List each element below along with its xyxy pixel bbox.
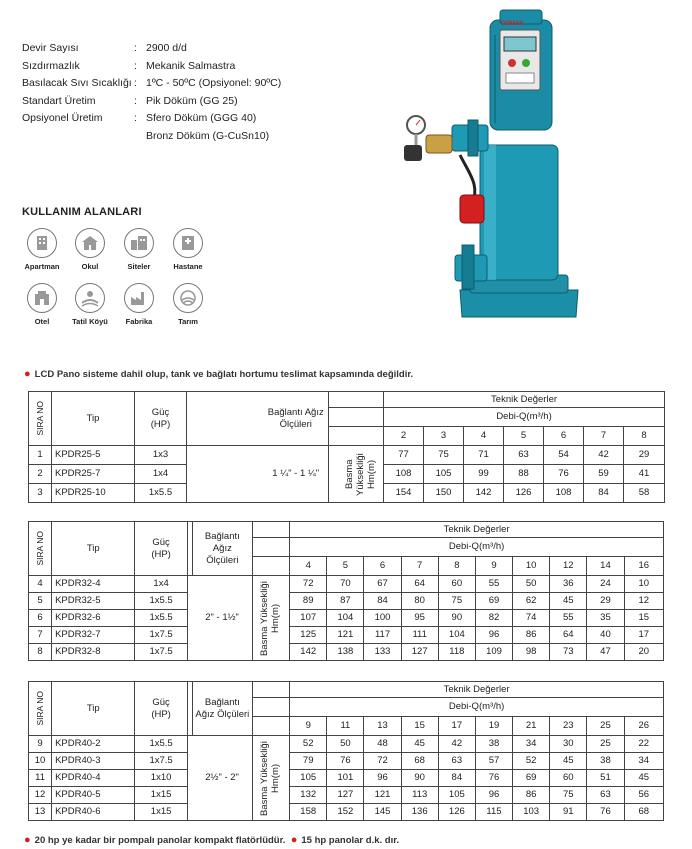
spacer-cell [187, 446, 264, 503]
header-sira-no: SIRA NO [35, 691, 46, 726]
flow-header: 6 [364, 557, 401, 576]
header-blank [252, 557, 289, 576]
value-cell: 121 [327, 627, 364, 644]
value-cell: 86 [513, 627, 550, 644]
spec-value: 2900 d/d [146, 42, 187, 54]
guc-cell: 1x15 [135, 804, 187, 821]
flow-header: 19 [475, 717, 512, 736]
sira-cell: 13 [29, 804, 52, 821]
note-bottom [24, 834, 399, 846]
value-cell: 42 [584, 446, 624, 465]
header-teknik: Teknik Değerler [290, 522, 664, 538]
value-cell: 64 [401, 576, 438, 593]
value-cell: 74 [513, 610, 550, 627]
header-baglanti: Bağlantı Ağız Ölçüleri [192, 522, 252, 576]
value-cell: 79 [290, 753, 327, 770]
value-cell: 75 [424, 446, 464, 465]
sira-cell: 5 [29, 593, 52, 610]
usage-label: Apartman [24, 262, 60, 271]
hospital-icon [173, 228, 203, 258]
value-cell: 34 [513, 736, 550, 753]
spec-value: Pik Döküm (GG 25) [146, 94, 238, 107]
header-baglanti: Bağlantı Ağız Ölçüleri [264, 392, 329, 446]
value-cell: 67 [364, 576, 401, 593]
value-cell: 91 [550, 804, 587, 821]
value-cell: 48 [364, 736, 401, 753]
tip-cell: KPDR25-5 [52, 446, 135, 465]
tip-cell: KPDR40-6 [52, 804, 135, 821]
value-cell: 10 [624, 576, 663, 593]
sira-cell: 4 [29, 576, 52, 593]
value-cell: 69 [475, 593, 512, 610]
usage-label: Hastane [173, 262, 203, 271]
spec-sep: : [134, 77, 137, 89]
spec-label: Sızdırmazlık [22, 59, 80, 72]
table-row [29, 753, 664, 770]
flow-header: 7 [584, 427, 624, 446]
flow-header: 4 [464, 427, 504, 446]
usage-label: Tatil Köyü [72, 317, 108, 326]
value-cell: 115 [475, 804, 512, 821]
header-tip: Tip [52, 682, 135, 736]
value-cell: 45 [550, 593, 587, 610]
usage-item [166, 228, 210, 271]
value-cell: 89 [290, 593, 327, 610]
flow-header: 25 [587, 717, 624, 736]
bullet-icon: ● [24, 834, 31, 846]
value-cell: 12 [624, 593, 663, 610]
value-cell: 117 [364, 627, 401, 644]
value-cell: 76 [475, 770, 512, 787]
guc-cell: 1x15 [135, 787, 187, 804]
guc-cell: 1x3 [135, 446, 187, 465]
bullet-icon: ● [290, 834, 298, 846]
value-cell: 142 [290, 644, 327, 661]
value-cell: 150 [424, 484, 464, 503]
flow-header: 13 [364, 717, 401, 736]
usage-item [20, 283, 64, 326]
value-cell: 84 [364, 593, 401, 610]
value-cell: 73 [550, 644, 587, 661]
flow-header: 26 [624, 717, 663, 736]
spec-value: Sfero Döküm (GGG 40) [146, 112, 257, 124]
sira-cell: 7 [29, 627, 52, 644]
school-icon [75, 228, 105, 258]
value-cell: 90 [401, 770, 438, 787]
factory-icon [124, 283, 154, 313]
flow-header: 5 [327, 557, 364, 576]
header-blank [252, 538, 289, 557]
guc-cell: 1x7.5 [135, 644, 187, 661]
usage-label: Tarım [178, 317, 198, 326]
value-cell: 50 [327, 736, 364, 753]
spec-value: Mekanik Salmastra [146, 59, 236, 72]
tip-cell: KPDR32-5 [52, 593, 135, 610]
value-cell: 45 [550, 753, 587, 770]
apartment-icon [27, 228, 57, 258]
value-cell: 127 [401, 644, 438, 661]
tip-cell: KPDR32-6 [52, 610, 135, 627]
usage-item [68, 283, 112, 326]
sira-cell: 2 [29, 465, 52, 484]
sira-cell: 6 [29, 610, 52, 627]
tip-cell: KPDR40-4 [52, 770, 135, 787]
guc-cell: 1x4 [135, 465, 187, 484]
value-cell: 62 [513, 593, 550, 610]
table-row [29, 736, 664, 753]
note-top [24, 368, 413, 380]
value-cell: 107 [290, 610, 327, 627]
tip-cell: KPDR40-3 [52, 753, 135, 770]
value-cell: 118 [438, 644, 475, 661]
value-cell: 36 [550, 576, 587, 593]
value-cell: 24 [587, 576, 624, 593]
value-cell: 99 [464, 465, 504, 484]
usage-label: Otel [34, 317, 50, 326]
value-cell: 69 [513, 770, 550, 787]
header-blank [329, 427, 384, 446]
spec-sep: : [134, 59, 137, 72]
note-bottom-text-2: 15 hp panolar d.k. dır. [301, 835, 400, 846]
spec-sep [134, 128, 146, 146]
table-kpdr32 [28, 521, 664, 661]
value-cell: 96 [475, 627, 512, 644]
value-cell: 30 [550, 736, 587, 753]
spec-value: 1ºC - 50ºC (Opsiyonel: 90ºC) [146, 77, 282, 89]
header-debi: Debi-Q(m³/h) [290, 538, 664, 557]
value-cell: 68 [624, 804, 663, 821]
value-cell: 63 [587, 787, 624, 804]
flow-header: 8 [438, 557, 475, 576]
header-blank [252, 717, 289, 736]
value-cell: 45 [401, 736, 438, 753]
flow-header: 14 [587, 557, 624, 576]
header-sira-no: SIRA NO [35, 531, 46, 566]
spec-row [22, 128, 281, 146]
value-cell: 104 [327, 610, 364, 627]
spec-sep: : [134, 112, 137, 124]
value-cell: 70 [327, 576, 364, 593]
value-cell: 100 [364, 610, 401, 627]
value-cell: 152 [327, 804, 364, 821]
residences-icon [124, 228, 154, 258]
value-cell: 76 [587, 804, 624, 821]
header-baglanti: Bağlantı Ağız Ölçüleri [192, 682, 252, 736]
value-cell: 101 [327, 770, 364, 787]
sira-cell: 10 [29, 753, 52, 770]
value-cell: 133 [364, 644, 401, 661]
table-row [29, 627, 664, 644]
guc-cell: 1x7.5 [135, 627, 187, 644]
value-cell: 84 [438, 770, 475, 787]
usage-item [68, 228, 112, 271]
value-cell: 75 [438, 593, 475, 610]
value-cell: 42 [438, 736, 475, 753]
value-cell: 125 [290, 627, 327, 644]
flow-header: 16 [624, 557, 663, 576]
bullet-icon: ● [24, 368, 31, 380]
value-cell: 76 [327, 753, 364, 770]
value-cell: 63 [504, 446, 544, 465]
value-cell: 109 [475, 644, 512, 661]
header-debi: Debi-Q(m³/h) [384, 408, 665, 427]
value-cell: 40 [587, 627, 624, 644]
value-cell: 87 [327, 593, 364, 610]
header-tip: Tip [52, 392, 135, 446]
table-row [29, 446, 665, 465]
value-cell: 41 [624, 465, 665, 484]
value-cell: 77 [384, 446, 424, 465]
value-cell: 84 [584, 484, 624, 503]
usage-item [117, 228, 161, 271]
value-cell: 25 [587, 736, 624, 753]
value-cell: 68 [401, 753, 438, 770]
guc-cell: 1x5.5 [135, 484, 187, 503]
flow-header: 23 [550, 717, 587, 736]
pump-brand-label: DOMAK [501, 21, 524, 27]
value-cell: 56 [624, 787, 663, 804]
usage-label: Siteler [127, 262, 151, 271]
usage-item [166, 283, 210, 326]
value-cell: 105 [290, 770, 327, 787]
value-cell: 126 [438, 804, 475, 821]
value-cell: 63 [438, 753, 475, 770]
header-debi: Debi-Q(m³/h) [290, 698, 664, 717]
tip-cell: KPDR32-7 [52, 627, 135, 644]
table-kpdr40 [28, 681, 664, 821]
spec-row [22, 75, 281, 93]
value-cell: 132 [290, 787, 327, 804]
value-cell: 60 [550, 770, 587, 787]
value-cell: 34 [624, 753, 663, 770]
spec-label: Basılacak Sıvı Sıcaklığı [22, 77, 132, 89]
table-row [29, 610, 664, 627]
header-teknik: Teknik Değerler [290, 682, 664, 698]
connection-cell: 1 ¼" - 1 ¼" [264, 446, 329, 503]
header-blank [252, 682, 289, 698]
flow-header: 12 [550, 557, 587, 576]
value-cell: 52 [290, 736, 327, 753]
value-cell: 105 [438, 787, 475, 804]
value-cell: 51 [587, 770, 624, 787]
guc-cell: 1x4 [135, 576, 187, 593]
sira-cell: 3 [29, 484, 52, 503]
usage-label: Fabrika [125, 317, 153, 326]
hm-label: Basma Yüksekliği Hm(m) [344, 452, 377, 496]
tip-cell: KPDR40-5 [52, 787, 135, 804]
value-cell: 142 [464, 484, 504, 503]
header-sira-no: SIRA NO [35, 401, 45, 436]
spec-value: Bronz Döküm (G-CuSn10) [146, 129, 270, 142]
header-blank [329, 392, 384, 408]
sira-cell: 8 [29, 644, 52, 661]
value-cell: 72 [364, 753, 401, 770]
flow-header: 4 [290, 557, 327, 576]
value-cell: 59 [584, 465, 624, 484]
value-cell: 58 [624, 484, 665, 503]
note-bottom-text-1: 20 hp ye kadar bir pompalı panolar kompakt flatörlüdür. [34, 835, 286, 846]
value-cell: 86 [513, 787, 550, 804]
value-cell: 60 [438, 576, 475, 593]
flow-header: 17 [438, 717, 475, 736]
tip-cell: KPDR32-4 [52, 576, 135, 593]
table-row [29, 787, 664, 804]
value-cell: 126 [504, 484, 544, 503]
spec-row [22, 93, 281, 111]
flow-header: 6 [544, 427, 584, 446]
tip-cell: KPDR25-10 [52, 484, 135, 503]
value-cell: 108 [384, 465, 424, 484]
tip-cell: KPDR25-7 [52, 465, 135, 484]
value-cell: 104 [438, 627, 475, 644]
value-cell: 50 [513, 576, 550, 593]
table-row [29, 593, 664, 610]
spec-row [22, 110, 281, 128]
header-blank [329, 408, 384, 427]
value-cell: 20 [624, 644, 663, 661]
value-cell: 54 [544, 446, 584, 465]
value-cell: 88 [504, 465, 544, 484]
pump-image [400, 5, 590, 330]
hm-label: Basma Yüksekliği Hm(m) [259, 740, 282, 816]
value-cell: 108 [544, 484, 584, 503]
value-cell: 72 [290, 576, 327, 593]
value-cell: 111 [401, 627, 438, 644]
value-cell: 55 [550, 610, 587, 627]
value-cell: 138 [327, 644, 364, 661]
value-cell: 90 [438, 610, 475, 627]
hm-label: Basma Yüksekliği Hm(m) [259, 580, 282, 656]
usage-item [20, 228, 64, 271]
flow-header: 15 [401, 717, 438, 736]
flow-header: 9 [475, 557, 512, 576]
flow-header: 21 [513, 717, 550, 736]
table-row [29, 576, 664, 593]
value-cell: 82 [475, 610, 512, 627]
usage-title: KULLANIM ALANLARI [22, 206, 142, 218]
guc-cell: 1x7.5 [135, 753, 187, 770]
usage-item [117, 283, 161, 326]
header-blank [252, 522, 289, 538]
connection-cell: 2" - 1½" [192, 576, 252, 661]
tip-cell: KPDR40-2 [52, 736, 135, 753]
value-cell: 64 [550, 627, 587, 644]
flow-header: 2 [384, 427, 424, 446]
value-cell: 145 [364, 804, 401, 821]
spec-row [22, 58, 281, 76]
spec-label: Opsiyonel Üretim [22, 112, 103, 124]
value-cell: 154 [384, 484, 424, 503]
table-row [29, 770, 664, 787]
tip-cell: KPDR32-8 [52, 644, 135, 661]
value-cell: 47 [587, 644, 624, 661]
value-cell: 38 [475, 736, 512, 753]
guc-cell: 1x10 [135, 770, 187, 787]
flow-header: 7 [401, 557, 438, 576]
spec-label: Standart Üretim [22, 94, 96, 107]
spec-sep: : [134, 94, 137, 107]
value-cell: 45 [624, 770, 663, 787]
agriculture-icon [173, 283, 203, 313]
value-cell: 103 [513, 804, 550, 821]
flow-header: 8 [624, 427, 665, 446]
table-row [29, 804, 664, 821]
value-cell: 136 [401, 804, 438, 821]
sira-cell: 1 [29, 446, 52, 465]
value-cell: 17 [624, 627, 663, 644]
value-cell: 29 [624, 446, 665, 465]
header-spacer [187, 392, 264, 446]
usage-label: Okul [81, 262, 99, 271]
header-blank [252, 698, 289, 717]
header-tip: Tip [52, 522, 135, 576]
guc-cell: 1x5.5 [135, 736, 187, 753]
spec-label [22, 128, 134, 146]
value-cell: 55 [475, 576, 512, 593]
header-guc: Güç (HP) [135, 522, 187, 576]
holiday-village-icon [75, 283, 105, 313]
spec-row [22, 40, 281, 58]
value-cell: 57 [475, 753, 512, 770]
flow-header: 10 [513, 557, 550, 576]
value-cell: 80 [401, 593, 438, 610]
sira-cell: 11 [29, 770, 52, 787]
value-cell: 35 [587, 610, 624, 627]
guc-cell: 1x5.5 [135, 610, 187, 627]
flow-header: 3 [424, 427, 464, 446]
sira-cell: 9 [29, 736, 52, 753]
value-cell: 121 [364, 787, 401, 804]
value-cell: 75 [550, 787, 587, 804]
flow-header: 11 [327, 717, 364, 736]
value-cell: 38 [587, 753, 624, 770]
value-cell: 113 [401, 787, 438, 804]
value-cell: 95 [401, 610, 438, 627]
value-cell: 76 [544, 465, 584, 484]
value-cell: 15 [624, 610, 663, 627]
spec-sep: : [134, 42, 137, 54]
value-cell: 29 [587, 593, 624, 610]
table-row [29, 644, 664, 661]
value-cell: 52 [513, 753, 550, 770]
spec-label: Devir Sayısı [22, 42, 79, 54]
guc-cell: 1x5.5 [135, 593, 187, 610]
value-cell: 96 [364, 770, 401, 787]
value-cell: 98 [513, 644, 550, 661]
header-guc: Güç (HP) [135, 392, 187, 446]
flow-header: 9 [290, 717, 327, 736]
table-kpdr25 [28, 391, 665, 503]
value-cell: 22 [624, 736, 663, 753]
value-cell: 96 [475, 787, 512, 804]
value-cell: 71 [464, 446, 504, 465]
connection-cell: 2½" - 2" [192, 736, 252, 821]
sira-cell: 12 [29, 787, 52, 804]
header-teknik: Teknik Değerler [384, 392, 665, 408]
hotel-icon [27, 283, 57, 313]
value-cell: 158 [290, 804, 327, 821]
header-guc: Güç (HP) [135, 682, 187, 736]
value-cell: 105 [424, 465, 464, 484]
note-top-text: LCD Pano sisteme dahil olup, tank ve bağlatı hortumu teslimat kapsamında değildir. [34, 369, 414, 380]
flow-header: 5 [504, 427, 544, 446]
value-cell: 127 [327, 787, 364, 804]
spec-list [22, 40, 281, 145]
